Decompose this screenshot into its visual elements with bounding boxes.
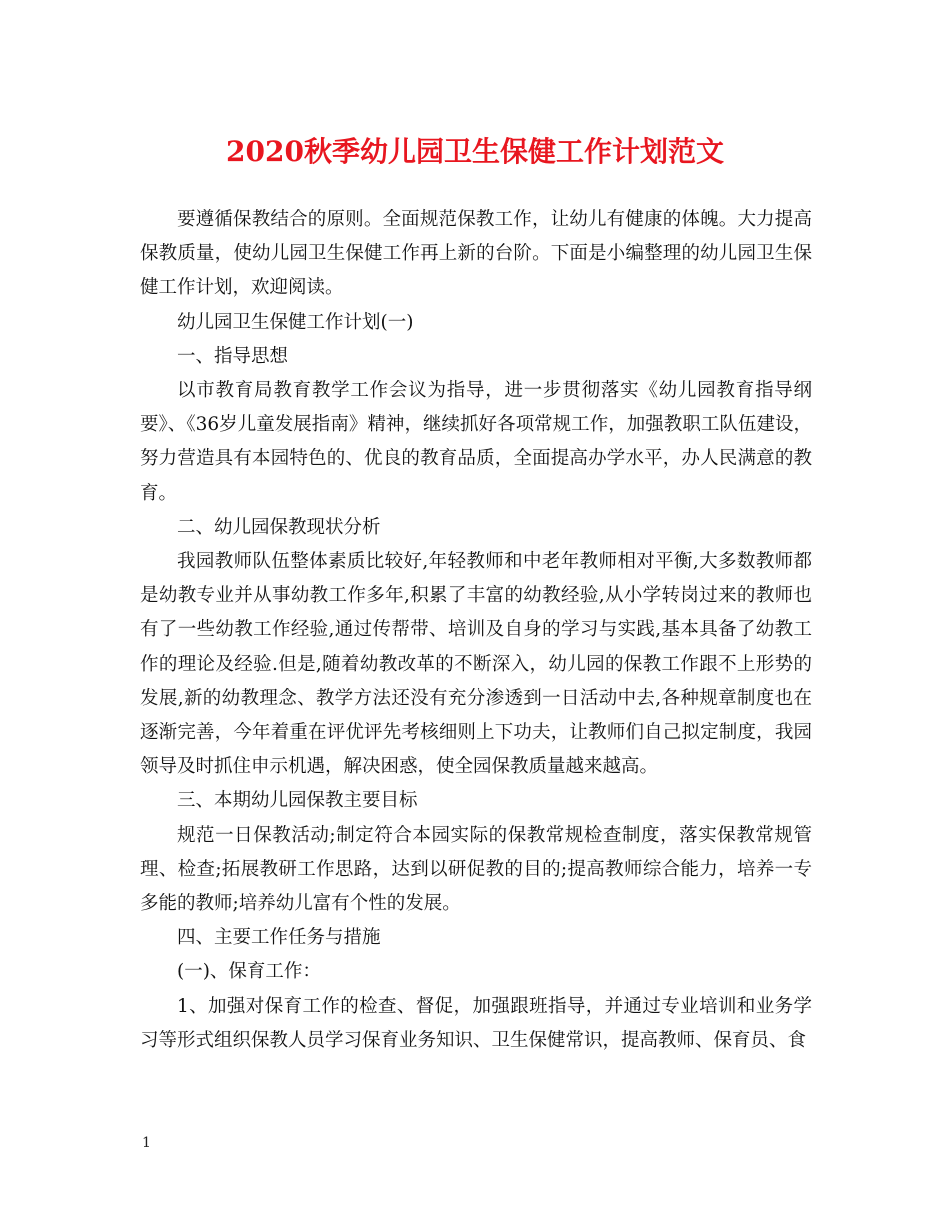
page-number: 1 [142, 1135, 151, 1151]
intro-paragraph: 要遵循保教结合的原则。全面规范保教工作，让幼儿有健康的体魄。大力提高保教质量，使幼儿园卫生保健工作再上新的台阶。下面是小编整理的幼儿园卫生保健工作计划，欢迎阅读。 [140, 209, 812, 299]
section-heading-1: 一、指导思想 [177, 345, 289, 367]
subsection-paragraph-1: 1、加强对保育工作的检查、督促，加强跟班指导，并通过专业培训和业务学习等形式组织保教人员学习保育业务知识、卫生保健常识，提高教师、保育员、食 [140, 995, 812, 1051]
document-body [140, 203, 812, 1058]
section-paragraph-1: 以市教育局教育教学工作会议为指导，进一步贯彻落实《幼儿园教育指导纲要》、《36岁儿童发展指南》精神，继续抓好各项常规工作，加强教职工队伍建设，努力营造具有本园特色的、优良的教育品质，全面提高办学水平，办人民满意的教育。 [140, 380, 812, 504]
section-heading-2: 二、幼儿园保教现状分析 [177, 516, 381, 538]
section-heading-4: 四、主要工作任务与措施 [177, 927, 381, 949]
subsection-heading-1: (一)、保育工作： [177, 961, 321, 983]
section-paragraph-2: 我园教师队伍整体素质比较好,年轻教师和中老年教师相对平衡,大多数教师都是幼教专业并从事幼教工作多年,积累了丰富的幼教经验,从小学转岗过来的教师也有了一些幼教工作经验,通过传帮带、培训及自身的学习与实践,基本具备了幼教工作的理论及经验.但是,随着幼教改革的不断深入，幼儿园的保教工作跟不上形势的发展,新的幼教理念、教学方法还没有充分渗透到一日活动中去,各种规章制度也在逐渐完善，今年着重在评优评先考核细则上下功夫，让教师们自己拟定制度，我园领导及时抓住申示机遇，解决困惑，使全园保教质量越来越高。 [140, 551, 812, 778]
section-heading-3: 三、本期幼儿园保教主要目标 [177, 790, 418, 812]
plan-heading: 幼儿园卫生保健工作计划(一) [177, 311, 414, 333]
section-paragraph-3: 规范一日保教活动;制定符合本园实际的保教常规检查制度，落实保教常规管理、检查;拓展教研工作思路，达到以研促教的目的;提高教师综合能力，培养一专多能的教师;培养幼儿富有个性的发展。 [140, 824, 812, 915]
document-title: 2020秋季幼儿园卫生保健工作计划范文 [226, 135, 724, 168]
